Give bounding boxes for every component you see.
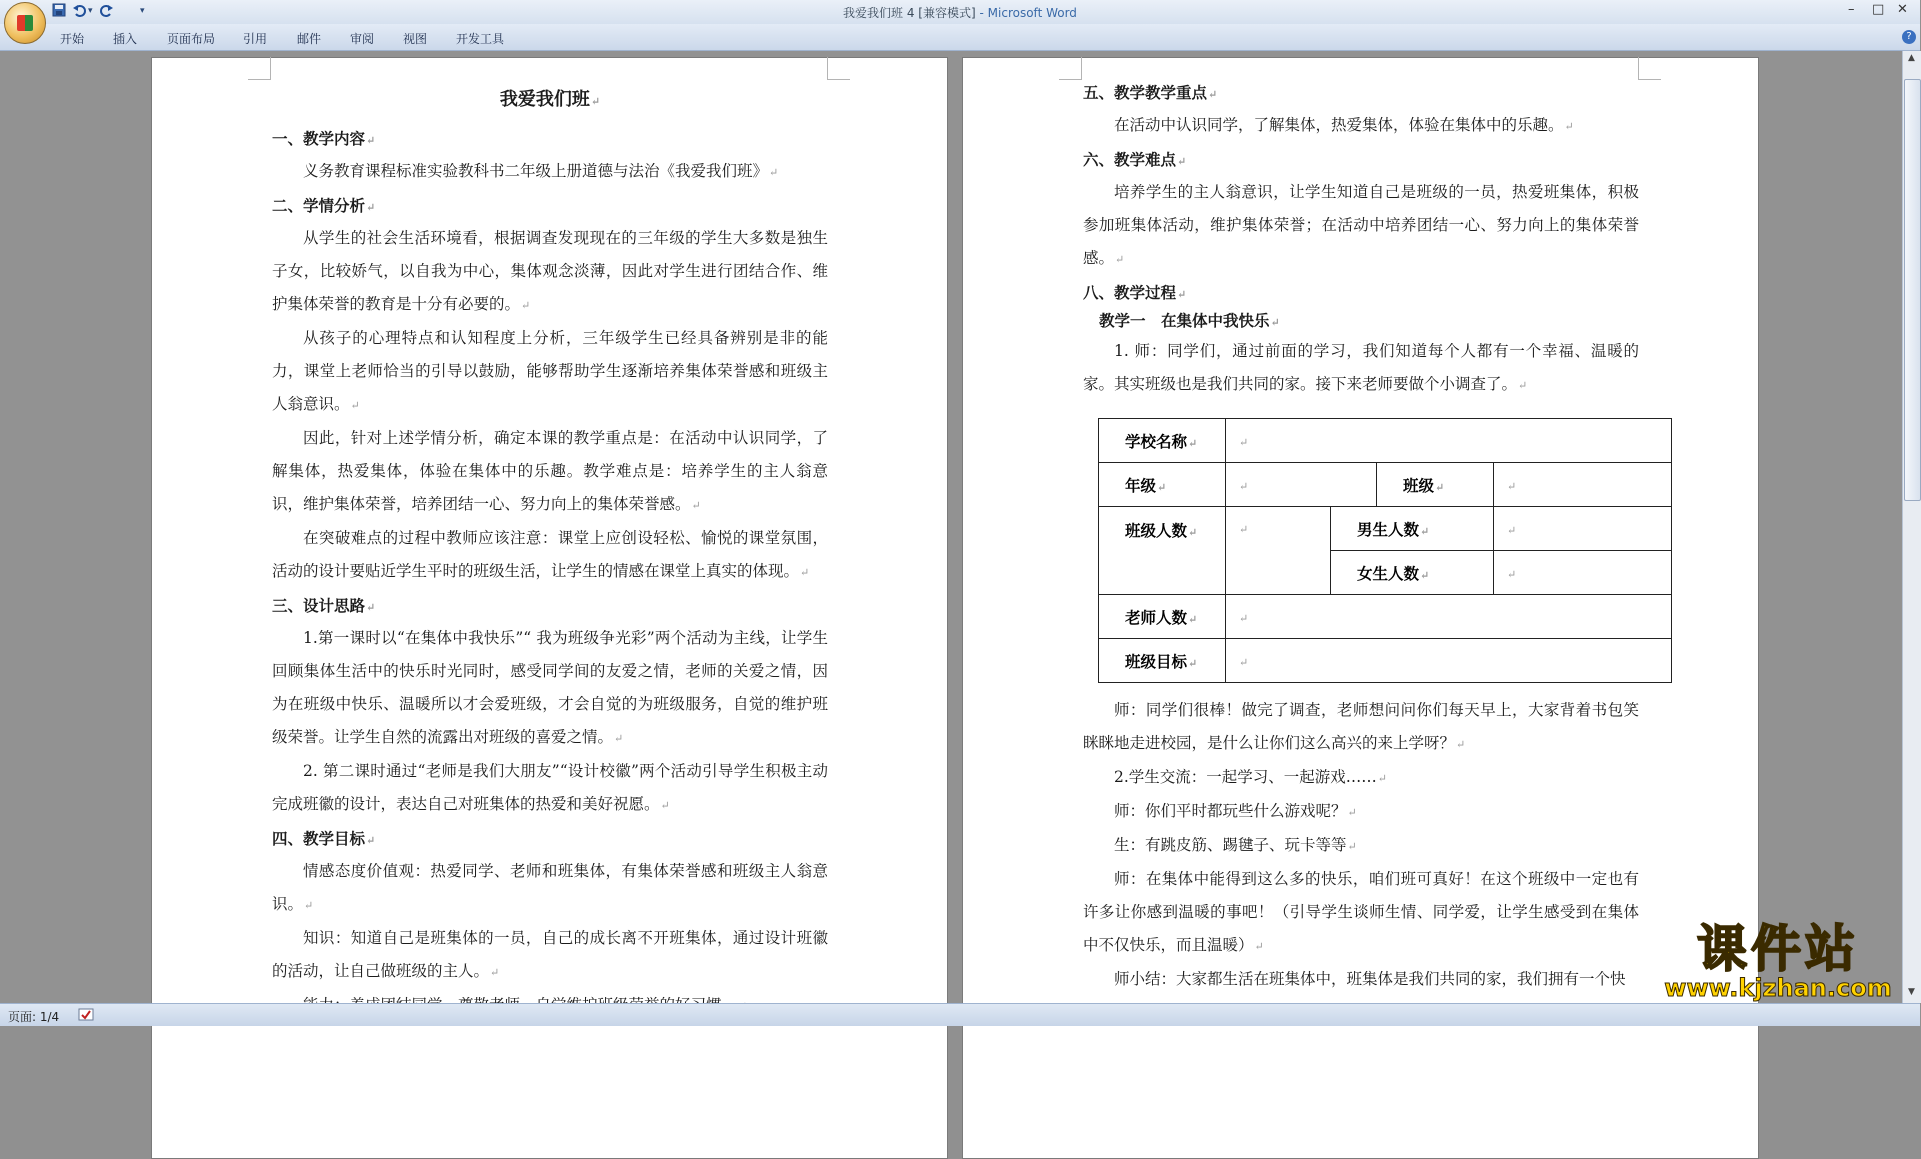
document-heading: 我爱我们班 xyxy=(499,89,590,110)
activity-heading: 教学一 在集体中我快乐 xyxy=(1099,311,1270,330)
table-label-class: 班级↵ xyxy=(1377,463,1494,507)
table-label-class-count: 班级人数↵ xyxy=(1099,507,1226,595)
vertical-scrollbar[interactable] xyxy=(1902,51,1921,1003)
table-label-girls: 女生人数↵ xyxy=(1331,551,1494,595)
margin-corner-mark xyxy=(248,57,271,80)
section-heading: 五、教学教学重点 xyxy=(1083,83,1208,102)
table-cell[interactable]: ↵ xyxy=(1226,463,1377,507)
table-label-grade: 年级↵ xyxy=(1099,463,1226,507)
page-1-content: 我爱我们班↵ 一、教学内容↵ 义务教育课程标准实验教科书二年级上册道德与法治《我爱我们班》↵ 二、学情分析↵ 从学生的社会生活环境看，根据调查发现现在的三年级的学生大多数是独生子女，比较娇气，以自我为中心，集体观念淡薄，因此对学生进行团结合作、维护集体荣誉的教育是十分有必要的。↵ 从孩子的心理特点和认知程度上分析，三年级学生已经具备辨别是非的能力，课堂上老师恰当的引导以鼓励，能够帮助学生逐渐培养集体荣誉感和班级主人翁意识。↵ 因此，针对上述学情分析，确定本课的教学重点是：在活动中认识同学，了解集体，热爱集体，体验在集体中的乐趣。教学难点是：培养学生的主人翁意识，维护集体荣誉，培养团结一心、努力向上的集体荣誉感。↵ 在突破难点的过程中教师应该注意：课堂上应创设轻松、愉悦的课堂氛围，活动的设计要贴近学生平时的班级生活，让学生的情感在课堂上真实的体现。↵ 三、设计思路↵ 1.第一课时以“在集体中我快乐”“ 我为班级争光彩”两个活动为主线，让学生回顾集体生活中的快乐时光同时，感受同学间的友爱之情，老师的关爱之情，因为在班级中快乐、温暖所以才会爱班级，才会自觉的为班级服务，自觉的维护班级荣誉。让学生自然的流露出对班级的喜爱之情。↵ 2. 第二课时通过“老师是我们大朋友”“设计校徽”两个活动引导学生积极主动完成班徽的设计，表达自己对班集体的热爱和美好祝愿。↵ 四、教学目标↵ 情感态度价值观：热爱同学、老师和班集体，有集体荣誉感和班级主人翁意识。↵ 知识：知道自己是班集体的一员，自己的成长离不开班集体，通过设计班徽的活动，让自己做班级的主人。↵ xyxy=(272,78,828,1023)
paragraph: 义务教育课程标准实验教科书二年级上册道德与法治《我爱我们班》 xyxy=(303,162,769,180)
ribbon-tabs xyxy=(0,24,1920,51)
customize-quick-access-icon[interactable]: ▾ xyxy=(140,6,145,16)
tab-insert[interactable]: 插入 xyxy=(113,32,138,46)
page-2-content-continued: 师：同学们很棒！做完了调查，老师想问问你们每天早上，大家背着书包笑眯眯地走进校园，是什么让你们这么高兴的来上学呀？↵ 2.学生交流：一起学习、一起游戏……↵ 师：你们平时都玩些什么游戏呢？↵ 生：有跳皮筋、踢毽子、玩卡等等↵ 师：在集体中能得到这么多的快乐，咱们班可真好！在这个班级中一定也有许多让你感到温暖的事吧！（引导学生谈师生情、同学爱，让学生感受到在集体中不仅快乐，而且温暖）↵ 师小结：大家都生活在班集体中，班集体是我们共同的家，我们拥有一个快 xyxy=(1083,701,1639,988)
scrollbar-thumb[interactable] xyxy=(1904,79,1921,501)
paragraph: 师：你们平时都玩些什么游戏呢？ xyxy=(1114,802,1347,820)
watermark-logo xyxy=(1652,920,1904,1002)
table-label-teachers: 老师人数↵ xyxy=(1099,595,1226,639)
paragraph: 在突破难点的过程中教师应该注意：课堂上应创设轻松、愉悦的课堂氛围，活动的设计要贴近学生平时的班级生活，让学生的情感在课堂上真实的体现。 xyxy=(272,529,828,580)
help-icon[interactable]: ? xyxy=(1902,30,1916,44)
section-heading: 六、教学难点 xyxy=(1083,150,1177,169)
paragraph: 师：同学们很棒！做完了调查，老师想问问你们每天早上，大家背着书包笑眯眯地走进校园，是什么让你们这么高兴的来上学呀？ xyxy=(1083,701,1639,752)
paragraph: 2. 第二课时通过“老师是我们大朋友”“设计校徽”两个活动引导学生积极主动完成班徽的设计，表达自己对班集体的热爱和美好祝愿。 xyxy=(272,762,828,813)
tab-review[interactable]: 审阅 xyxy=(350,32,375,46)
table-label-school-name: 学校名称↵ xyxy=(1099,419,1226,463)
paragraph: 从学生的社会生活环境看，根据调查发现现在的三年级的学生大多数是独生子女，比较娇气，以自我为中心，集体观念淡薄，因此对学生进行团结合作、维护集体荣誉的教育是十分有必要的。 xyxy=(272,229,828,313)
watermark-title: 课件站 xyxy=(1697,920,1859,978)
table-cell[interactable]: ↵ xyxy=(1226,507,1331,595)
status-bar xyxy=(0,1003,1920,1026)
scroll-up-icon[interactable]: ▲ xyxy=(1908,53,1915,63)
table-label-goal: 班级目标↵ xyxy=(1099,639,1226,683)
window-title xyxy=(0,4,1920,21)
watermark-url: www.kjzhan.com xyxy=(1664,974,1892,1002)
scroll-down-icon[interactable]: ▼ xyxy=(1908,987,1915,997)
paragraph: 知识：知道自己是班集体的一员，自己的成长离不开班集体，通过设计班徽的活动，让自己做班级的主人。 xyxy=(272,929,828,980)
table-cell[interactable]: ↵ xyxy=(1494,551,1672,595)
section-heading: 一、教学内容 xyxy=(272,129,366,148)
paragraph: 从孩子的心理特点和认知程度上分析，三年级学生已经具备辨别是非的能力，课堂上老师恰当的引导以鼓励，能够帮助学生逐渐培养集体荣誉感和班级主人翁意识。 xyxy=(272,329,828,413)
page-2-content: 五、教学教学重点↵ 在活动中认识同学，了解集体，热爱集体，体验在集体中的乐趣。↵ 六、教学难点↵ 培养学生的主人翁意识，让学生知道自己是班级的一员，热爱班集体，积极参加班集体活动，维护集体荣誉；在活动中培养团结一心、努力向上的集体荣誉感。↵ 八、教学过程↵ 教学一 在集体中我快乐↵ 1. 师：同学们，通过前面的学习，我们知道每个人都有一个幸福、温暖的家。其实班级也是我们共同的家。接下来老师要做个小调查了。↵ xyxy=(1083,83,1639,393)
table-cell[interactable]: ↵ xyxy=(1226,639,1672,683)
office-logo-icon xyxy=(17,15,33,31)
paragraph: 因此，针对上述学情分析，确定本课的教学重点是：在活动中认识同学，了解集体，热爱集体，体验在集体中的乐趣。教学难点是：培养学生的主人翁意识，维护集体荣誉，培养团结一心、努力向上的集体荣誉感。 xyxy=(272,429,828,513)
paragraph: 生：有跳皮筋、踢毽子、玩卡等等 xyxy=(1114,836,1347,854)
table-cell[interactable]: ↵ xyxy=(1226,595,1672,639)
paragraph: 培养学生的主人翁意识，让学生知道自己是班级的一员，热爱班集体，积极参加班集体活动，维护集体荣誉；在活动中培养团结一心、努力向上的集体荣誉感。 xyxy=(1083,183,1639,267)
margin-corner-mark xyxy=(1638,57,1661,80)
page-1[interactable] xyxy=(151,57,948,1159)
maximize-button[interactable]: □ xyxy=(1872,2,1885,17)
paragraph: 1. 师：同学们，通过前面的学习，我们知道每个人都有一个幸福、温暖的家。其实班级也是我们共同的家。接下来老师要做个小调查了。 xyxy=(1083,342,1639,393)
section-heading: 二、学情分析 xyxy=(272,196,366,215)
paragraph: 在活动中认识同学，了解集体，热爱集体，体验在集体中的乐趣。 xyxy=(1114,116,1564,134)
table-cell[interactable]: ↵ xyxy=(1226,419,1672,463)
undo-dropdown-icon[interactable]: ▾ xyxy=(88,6,93,16)
page-counter[interactable]: 页面: 1/4 xyxy=(8,1010,60,1024)
minimize-button[interactable]: – xyxy=(1848,2,1855,17)
margin-corner-mark xyxy=(1059,57,1082,80)
document-area[interactable] xyxy=(0,51,1902,1003)
paragraph: 师：在集体中能得到这么多的快乐，咱们班可真好！在这个班级中一定也有许多让你感到温暖的事吧！（引导学生谈师生情、同学爱，让学生感受到在集体中不仅快乐，而且温暖） xyxy=(1083,870,1639,954)
survey-table[interactable] xyxy=(1098,418,1672,683)
app-name: - Microsoft Word xyxy=(979,6,1077,20)
tab-page-layout[interactable]: 页面布局 xyxy=(167,32,216,46)
page-2[interactable] xyxy=(962,57,1759,1159)
table-cell[interactable]: ↵ xyxy=(1494,463,1672,507)
section-heading: 八、教学过程 xyxy=(1083,283,1177,302)
section-heading: 三、设计思路 xyxy=(272,596,366,615)
close-button[interactable]: ✕ xyxy=(1897,2,1908,17)
proofing-icon[interactable] xyxy=(78,1008,94,1024)
tab-view[interactable]: 视图 xyxy=(403,32,428,46)
office-button[interactable] xyxy=(4,2,46,44)
section-heading: 四、教学目标 xyxy=(272,829,366,848)
paragraph: 情感态度价值观：热爱同学、老师和班集体，有集体荣誉感和班级主人翁意识。 xyxy=(272,862,828,913)
document-title: 我爱我们班 4 [兼容模式] xyxy=(843,6,976,20)
margin-corner-mark xyxy=(827,57,850,80)
tab-references[interactable]: 引用 xyxy=(243,32,268,46)
title-bar xyxy=(0,0,1920,24)
paragraph: 2.学生交流：一起学习、一起游戏…… xyxy=(1114,768,1377,786)
table-cell[interactable]: ↵ xyxy=(1494,507,1672,551)
table-label-boys: 男生人数↵ xyxy=(1331,507,1494,551)
tab-mailings[interactable]: 邮件 xyxy=(297,32,322,46)
paragraph: 师小结：大家都生活在班集体中，班集体是我们共同的家，我们拥有一个快 xyxy=(1114,970,1626,988)
paragraph: 1.第一课时以“在集体中我快乐”“ 我为班级争光彩”两个活动为主线，让学生回顾集体生活中的快乐时光同时，感受同学间的友爱之情，老师的关爱之情，因为在班级中快乐、温暖所以才会爱班级，才会自觉的为班级服务，自觉的维护班级荣誉。让学生自然的流露出对班级的喜爱之情。 xyxy=(272,629,828,746)
tab-home[interactable]: 开始 xyxy=(60,32,85,46)
tab-developer[interactable]: 开发工具 xyxy=(456,32,505,46)
